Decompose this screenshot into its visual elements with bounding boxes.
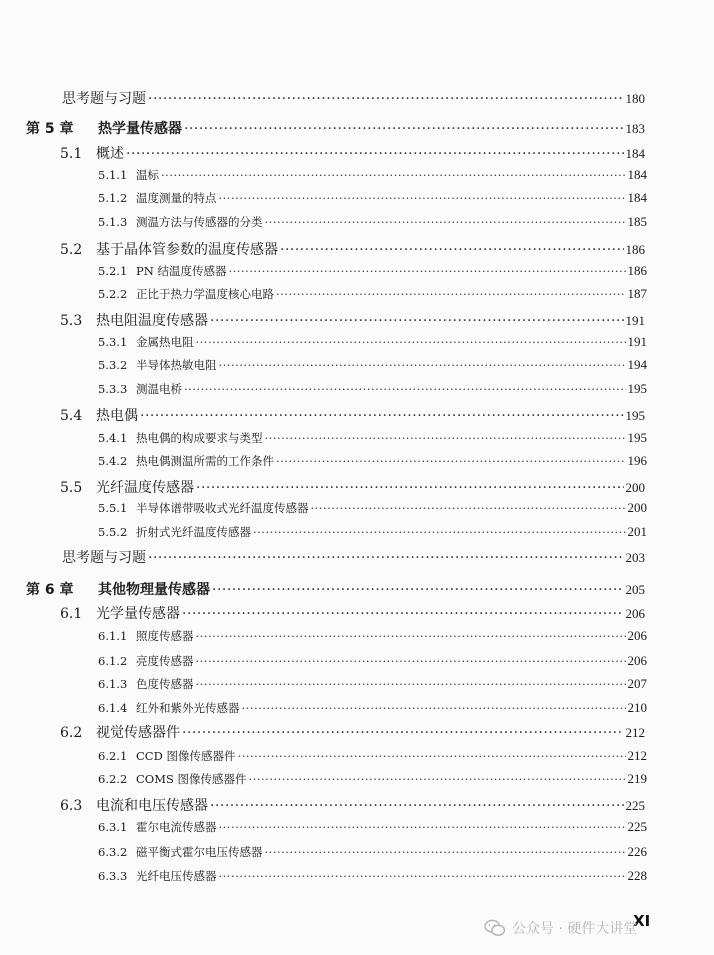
- watermark-text: 公众号 · 硬件大讲堂: [512, 921, 638, 937]
- toc-entry-number: 6.1.1: [98, 629, 128, 643]
- toc-entry-title: 折射式光纤温度传感器: [136, 525, 251, 539]
- dot-leader: [219, 358, 626, 372]
- toc-entry-number: 5.3.2: [98, 358, 128, 372]
- toc-entry-number: 5.1.1: [98, 168, 128, 182]
- toc-entry-title: 照度传感器: [136, 629, 194, 643]
- dot-leader: [249, 772, 626, 786]
- toc-entry: [60, 310, 645, 330]
- toc-entry-title: 基于晶体管参数的温度传感器: [96, 242, 278, 258]
- dot-leader: [182, 606, 624, 622]
- toc-entry-title: 热电偶测温所需的工作条件: [136, 454, 274, 468]
- dot-leader: [237, 749, 625, 763]
- toc-entry-page: 212: [625, 725, 645, 740]
- toc-entry-page: 180: [625, 91, 645, 106]
- toc-entry: [60, 795, 645, 815]
- toc-entry-title: 光纤电压传感器: [136, 869, 217, 883]
- dot-leader: [161, 168, 626, 182]
- dot-leader: [228, 264, 625, 278]
- toc-entry-number: 5.1.2: [98, 191, 128, 205]
- toc-entry: [98, 263, 647, 279]
- toc-entry-title: 思考题与习题: [62, 91, 146, 107]
- toc-entry-page: 225: [625, 798, 645, 813]
- toc-entry-page: 184: [625, 146, 645, 161]
- toc-entry-page: 196: [627, 453, 647, 468]
- toc-entry-page: 195: [627, 430, 647, 445]
- toc-entry-number: 5.2: [60, 242, 83, 258]
- toc-entry: [98, 190, 647, 206]
- dot-leader: [148, 91, 624, 107]
- toc-entry-title: 亮度传感器: [136, 654, 194, 668]
- toc-entry-title: 磁平衡式霍尔电压传感器: [136, 845, 263, 859]
- dot-leader: [196, 677, 626, 691]
- toc-entry-page: 187: [627, 286, 647, 301]
- toc-entry-title: 测温电桥: [136, 382, 182, 396]
- dot-leader: [196, 629, 626, 643]
- toc-entry-number: 6.3.2: [98, 845, 128, 859]
- toc-entry: [98, 700, 647, 716]
- toc-entry-number: 5.1: [60, 146, 83, 162]
- dot-leader: [280, 242, 624, 258]
- toc-entry-number: 6.1.3: [98, 677, 128, 691]
- toc-entry-page: 206: [627, 628, 647, 643]
- toc-entry-page: 228: [627, 868, 647, 883]
- toc-entry-page: 200: [627, 500, 647, 515]
- dot-leader: [212, 582, 624, 598]
- toc-entry: [98, 286, 647, 302]
- toc-entry-title: 半导体热敏电阻: [136, 358, 217, 372]
- toc-entry-title: 色度传感器: [136, 677, 194, 691]
- toc-entry: [98, 868, 647, 884]
- toc-entry-number: 5.2.1: [98, 264, 128, 278]
- toc-entry-page: 194: [627, 357, 647, 372]
- toc-entry: [98, 771, 647, 787]
- toc-entry-number: 5.4: [60, 408, 83, 424]
- toc-entry-title: 温标: [136, 168, 159, 182]
- dot-leader: [265, 215, 626, 229]
- toc-entry-title: 热电阻温度传感器: [96, 313, 208, 329]
- toc-entry-page: 219: [627, 771, 647, 786]
- dot-leader: [210, 313, 624, 329]
- dot-leader: [196, 335, 626, 349]
- toc-entry-title: 霍尔电流传感器: [136, 820, 217, 834]
- toc-entry-number: 6.3.1: [98, 820, 128, 834]
- toc-entry-number: 6.2: [60, 725, 83, 741]
- toc-entry-number: 5.5.2: [98, 525, 128, 539]
- toc-entry: [60, 722, 645, 742]
- dot-leader: [265, 845, 626, 859]
- toc-entry-title: 热电偶的构成要求与类型: [136, 431, 263, 445]
- toc-entry-title: 热学量传感器: [98, 121, 182, 137]
- wechat-icon: [484, 919, 506, 937]
- toc-entry-page: 206: [627, 653, 647, 668]
- dot-leader: [219, 869, 626, 883]
- toc-entry-page: 225: [627, 819, 647, 834]
- dot-leader: [184, 382, 626, 396]
- toc-entry-number: 6.1: [60, 606, 83, 622]
- dot-leader: [184, 121, 624, 137]
- toc-entry-title: 温度测量的特点: [136, 191, 217, 205]
- toc-entry-title: 热电偶: [96, 408, 138, 424]
- toc-entry-page: 200: [625, 480, 645, 495]
- dot-leader: [276, 454, 626, 468]
- toc-entry-page: 191: [627, 334, 647, 349]
- toc-entry: [98, 214, 647, 230]
- dot-leader: [219, 191, 626, 205]
- toc-entry-page: 226: [627, 844, 647, 859]
- toc-entry-title: CCD 图像传感器件: [136, 749, 236, 763]
- toc-entry-number: 5.3: [60, 313, 83, 329]
- toc-entry-number: 5.5: [60, 480, 83, 496]
- dot-leader: [140, 408, 624, 424]
- toc-entry-title: 其他物理量传感器: [98, 582, 210, 598]
- toc-entry-title: 正比于热力学温度核心电路: [136, 287, 274, 301]
- dot-leader: [210, 798, 624, 814]
- toc-entry-title: 金属热电阻: [136, 335, 194, 349]
- toc-entry: [98, 453, 647, 469]
- dot-leader: [126, 146, 624, 162]
- toc-entry: [98, 628, 647, 644]
- toc-entry: [98, 676, 647, 692]
- dot-leader: [253, 525, 626, 539]
- toc-entry-page: 201: [627, 524, 647, 539]
- toc-entry-number: 6.1.2: [98, 654, 128, 668]
- toc-entry-title: 测温方法与传感器的分类: [136, 215, 263, 229]
- toc-entry: [98, 381, 647, 397]
- toc-entry: [98, 819, 647, 835]
- toc-entry: [98, 357, 647, 373]
- dot-leader: [148, 550, 624, 566]
- watermark: [484, 918, 637, 938]
- toc-entry: [98, 653, 647, 669]
- toc-entry-number: 5.4.1: [98, 431, 128, 445]
- toc-entry-page: 210: [627, 700, 647, 715]
- toc-entry-title: 光学量传感器: [96, 606, 180, 622]
- toc-entry-title: 半导体谱带吸收式光纤温度传感器: [136, 501, 309, 515]
- dot-leader: [182, 725, 624, 741]
- toc-entry: [60, 405, 645, 425]
- dot-leader: [276, 287, 626, 301]
- toc-entry: [60, 477, 645, 497]
- toc-entry-page: 203: [625, 550, 645, 565]
- toc-entry-page: 185: [627, 214, 647, 229]
- toc-entry-number: 5.2.2: [98, 287, 128, 301]
- toc-entry: [62, 88, 645, 108]
- dot-leader: [196, 480, 624, 496]
- toc-entry-page: 186: [625, 242, 645, 257]
- toc-entry-title: 电流和电压传感器: [96, 798, 208, 814]
- dot-leader: [265, 431, 626, 445]
- toc-entry-number: 第 5 章: [26, 121, 74, 137]
- toc-entry-page: 206: [625, 606, 645, 621]
- toc-entry-number: 第 6 章: [26, 582, 74, 598]
- toc-entry: [60, 603, 645, 623]
- toc-entry: [62, 547, 645, 567]
- toc-entry: [26, 118, 645, 138]
- dot-leader: [311, 501, 626, 515]
- toc-entry: [98, 167, 647, 183]
- toc-entry-page: 212: [627, 748, 647, 763]
- toc-entry-number: 6.3: [60, 798, 83, 814]
- toc-entry-page: 191: [625, 313, 645, 328]
- toc-entry: [98, 524, 647, 540]
- toc-entry: [98, 334, 647, 350]
- dot-leader: [196, 654, 626, 668]
- toc-entry-title: 概述: [96, 146, 124, 162]
- toc-entry-title: 光纤温度传感器: [96, 480, 194, 496]
- toc-entry: [98, 430, 647, 446]
- toc-entry-number: 6.2.2: [98, 772, 128, 786]
- toc-entry-number: 5.5.1: [98, 501, 128, 515]
- page-number: XI: [633, 912, 651, 930]
- dot-leader: [219, 820, 626, 834]
- toc-entry-page: 195: [627, 381, 647, 396]
- toc-entry-number: 6.1.4: [98, 701, 128, 715]
- toc-entry-title: PN 结温度传感器: [136, 264, 227, 278]
- toc-entry-title: COMS 图像传感器件: [136, 772, 247, 786]
- toc-entry-number: 5.1.3: [98, 215, 128, 229]
- toc-entry-number: 5.4.2: [98, 454, 128, 468]
- dot-leader: [242, 701, 626, 715]
- toc-entry-title: 思考题与习题: [62, 550, 146, 566]
- toc-entry-page: 205: [625, 582, 645, 597]
- toc-entry-number: 5.3.1: [98, 335, 128, 349]
- toc-entry-page: 184: [627, 190, 647, 205]
- toc-entry-page: 195: [625, 408, 645, 423]
- toc-entry-page: 184: [627, 167, 647, 182]
- toc-entry: [60, 143, 645, 163]
- toc-entry-page: 183: [625, 121, 645, 136]
- toc-entry-page: 186: [627, 263, 647, 278]
- toc-entry-page: 207: [627, 676, 647, 691]
- toc-entry: [26, 579, 645, 599]
- toc-entry: [60, 239, 645, 259]
- toc-entry: [98, 748, 647, 764]
- toc-entry-number: 6.2.1: [98, 749, 128, 763]
- toc-entry-number: 5.3.3: [98, 382, 128, 396]
- toc-entry-number: 6.3.3: [98, 869, 128, 883]
- toc-entry-title: 红外和紫外光传感器: [136, 701, 240, 715]
- toc-entry: [98, 500, 647, 516]
- toc-entry: [98, 844, 647, 860]
- toc-entry-title: 视觉传感器件: [96, 725, 180, 741]
